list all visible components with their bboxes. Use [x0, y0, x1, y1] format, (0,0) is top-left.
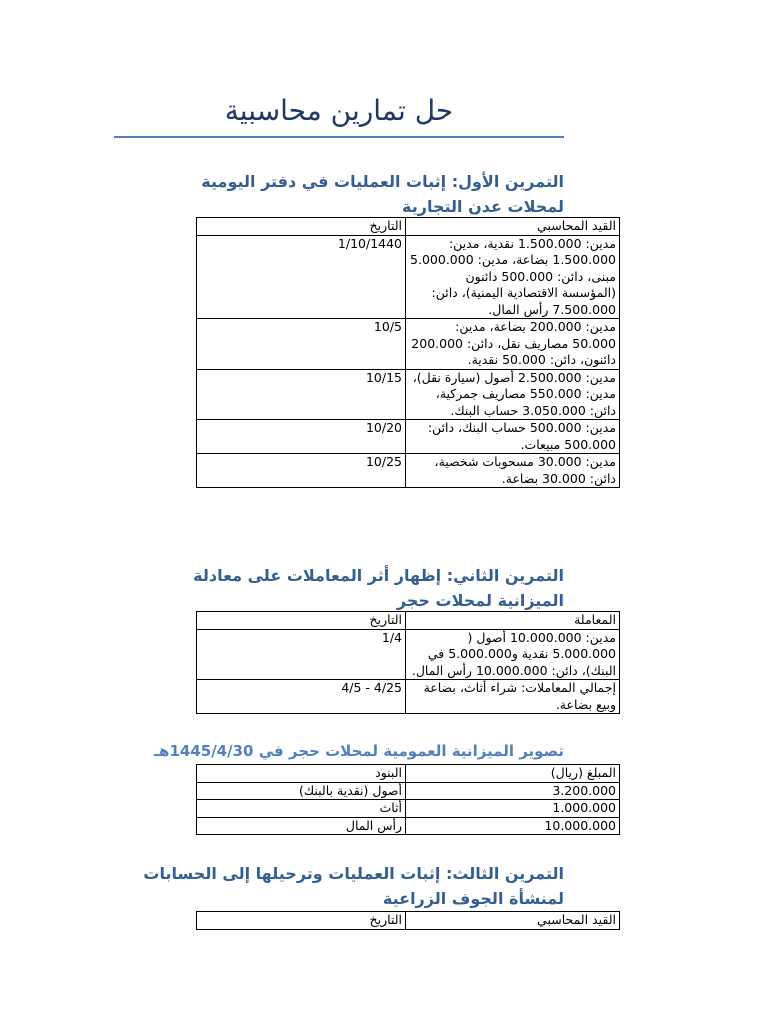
entry-cell: مدين: 1.500.000 نقدية، مدين: 1.500.000 بضاعة، مدين: 5.000.000 مبنى، دائن: 500.000 دائنون (المؤسسة الاقتصادية اليمنية)، دائن: 7.500.000 رأس المال.	[406, 235, 620, 319]
table-row	[197, 454, 620, 488]
balance-sheet-heading: تصوير الميزانية العمومية لمحلات حجر في 1445/4/30هـ	[153, 742, 564, 760]
amount-cell: 10.000.000	[406, 817, 620, 835]
table-row	[197, 629, 620, 680]
header-date: التاريخ	[197, 612, 406, 630]
header-entry: القيد المحاسبي	[406, 218, 620, 236]
exercise-2-table	[196, 611, 620, 714]
entry-cell: مدين: 200.000 بضاعة، مدين: 50.000 مصاريف نقل، دائن: 200.000 دائنون، دائن: 50.000 نقدية.	[406, 319, 620, 370]
item-cell: أصول (نقدية بالبنك)	[197, 782, 406, 800]
header-entry: القيد المحاسبي	[406, 912, 620, 930]
table-row	[197, 680, 620, 714]
exercise-3-heading-line2: لمنشأة الجوف الزراعية	[382, 889, 564, 908]
balance-sheet-table	[196, 764, 620, 835]
entry-cell: إجمالي المعاملات: شراء أثاث، بضاعة وبيع بضاعة.	[406, 680, 620, 714]
entry-cell: مدين: 10.000.000 أصول ( 5.000.000 نقدية و5.000.000 في البنك)، دائن: 10.000.000 رأس المال.	[406, 629, 620, 680]
header-date: التاريخ	[197, 912, 406, 930]
table-row	[197, 420, 620, 454]
date-cell: 1/4	[197, 629, 406, 680]
entry-cell: مدين: 30.000 مسحوبات شخصية، دائن: 30.000 بضاعة.	[406, 454, 620, 488]
amount-cell: 3.200.000	[406, 782, 620, 800]
header-date: التاريخ	[197, 218, 406, 236]
table-header-row	[197, 612, 620, 630]
header-transaction: المعاملة	[406, 612, 620, 630]
date-cell: 4/25 - 4/5	[197, 680, 406, 714]
table-header-row	[197, 912, 620, 930]
exercise-2-heading-line1: التمرين الثاني: إظهار أثر المعاملات على معادلة	[193, 566, 564, 585]
date-cell: 10/5	[197, 319, 406, 370]
entry-cell: مدين: 500.000 حساب البنك، دائن: 500.000 مبيعات.	[406, 420, 620, 454]
date-cell: 10/20	[197, 420, 406, 454]
exercise-1-heading-line2: لمحلات عدن التجارية	[402, 197, 564, 216]
exercise-3-table	[196, 911, 620, 930]
entry-cell: مدين: 2.500.000 أصول (سيارة نقل)، مدين: 550.000 مصاريف جمركية، دائن: 3.050.000 حساب البنك.	[406, 369, 620, 420]
exercise-3-heading	[100, 861, 564, 911]
exercise-1-heading-line1: التمرين الأول: إثبات العمليات في دفتر اليومية	[201, 172, 564, 191]
exercise-3-heading-line1: التمرين الثالث: إثبات العمليات وترحيلها إلى الحسابات	[143, 864, 564, 883]
title-underline	[114, 136, 564, 138]
exercise-2-heading-line2: الميزانية لمحلات حجر	[396, 591, 564, 610]
date-cell: 1/10/1440	[197, 235, 406, 319]
amount-cell: 1.000.000	[406, 800, 620, 818]
document-title: حل تمارين محاسبية	[224, 94, 454, 127]
table-row	[197, 235, 620, 319]
table-row	[197, 782, 620, 800]
table-row	[197, 319, 620, 370]
date-cell: 10/25	[197, 454, 406, 488]
table-header-row	[197, 765, 620, 783]
table-row	[197, 800, 620, 818]
header-amount: المبلغ (ريال)	[406, 765, 620, 783]
table-header-row	[197, 218, 620, 236]
header-item: البنود	[197, 765, 406, 783]
date-cell: 10/15	[197, 369, 406, 420]
table-row	[197, 369, 620, 420]
exercise-1-heading	[114, 169, 564, 219]
exercise-1-table	[196, 217, 620, 488]
table-row	[197, 817, 620, 835]
exercise-2-heading	[114, 563, 564, 613]
item-cell: رأس المال	[197, 817, 406, 835]
item-cell: أثاث	[197, 800, 406, 818]
